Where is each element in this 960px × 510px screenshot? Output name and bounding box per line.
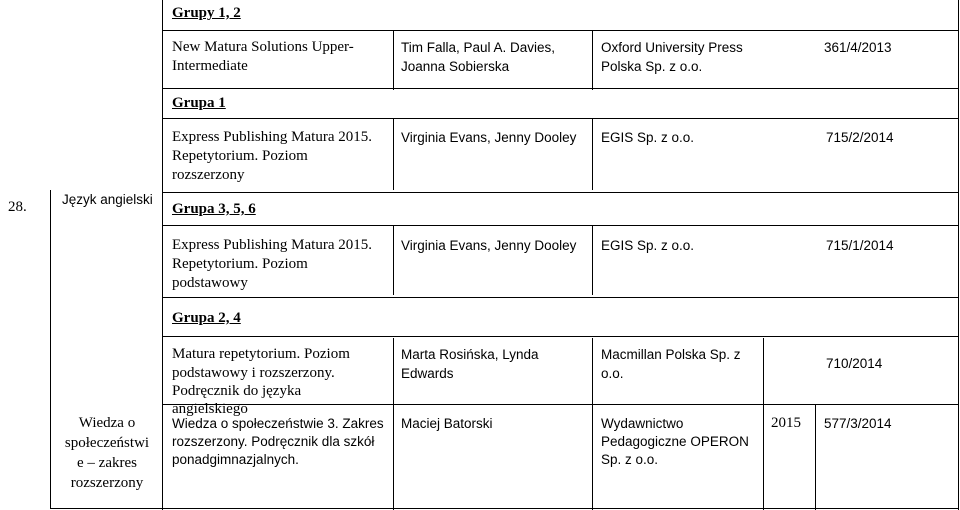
- subject-name: Język angielski: [62, 192, 153, 207]
- publisher-line: EGIS Sp. z o.o.: [601, 130, 695, 145]
- row-line-e: [162, 225, 959, 226]
- approval-number: 715/1/2014: [826, 238, 894, 253]
- book-title-line: ponadgimnazjalnych.: [172, 452, 299, 467]
- col-line-1: [50, 190, 51, 509]
- col-line-3b: [393, 118, 394, 190]
- author-line: Tim Falla, Paul A. Davies,: [401, 40, 556, 55]
- col-line-6: [815, 405, 816, 510]
- book-title-line: podstawowy: [172, 275, 248, 291]
- approval-number: 710/2014: [826, 356, 883, 371]
- col-line-3: [393, 30, 394, 90]
- book-title-line: New Matura Solutions Upper-: [172, 39, 354, 55]
- subject-name-line: rozszerzony: [70, 475, 144, 491]
- group-header-2-4: Grupa 2, 4: [172, 310, 241, 326]
- row-line-a: [162, 30, 959, 31]
- approval-number: 577/3/2014: [824, 416, 892, 431]
- book-title-line: Express Publishing Matura 2015.: [172, 237, 372, 253]
- book-title-line: Repetytorium. Poziom: [172, 256, 308, 272]
- publication-year: 2015: [771, 415, 801, 431]
- book-title-line: angielskiego: [172, 401, 248, 417]
- row-number: 28.: [8, 199, 27, 215]
- approval-number: 361/4/2013: [824, 40, 892, 55]
- book-title-line: Intermediate: [172, 58, 248, 74]
- author-line: Virginia Evans, Jenny Dooley: [401, 130, 577, 145]
- author-line: Joanna Sobierska: [401, 59, 510, 74]
- book-title-line: Podręcznik do języka: [172, 383, 302, 399]
- row-line-h: [162, 404, 959, 405]
- publisher-line: Oxford University Press: [601, 40, 743, 55]
- group-header-1: Grupa 1: [172, 95, 226, 111]
- col-line-2: [162, 0, 163, 510]
- book-title-line: rozszerzony: [172, 167, 245, 183]
- col-line-4c: [592, 225, 593, 295]
- book-title-line: rozszerzony. Podręcznik dla szkół: [172, 434, 375, 449]
- book-title-line: Repetytorium. Poziom: [172, 148, 308, 164]
- publisher-line: Wydawnictwo: [601, 416, 684, 431]
- row-line-g: [162, 336, 959, 337]
- col-line-3c: [393, 225, 394, 295]
- author-line: Edwards: [401, 366, 454, 381]
- publisher-line: EGIS Sp. z o.o.: [601, 238, 695, 253]
- book-title-line: Express Publishing Matura 2015.: [172, 129, 372, 145]
- col-line-4: [592, 30, 593, 90]
- publisher-line: Macmillan Polska Sp. z: [601, 347, 741, 362]
- col-line-right: [958, 0, 959, 510]
- col-line-5: [763, 338, 764, 510]
- col-line-4b: [592, 118, 593, 190]
- row-line-d: [162, 192, 959, 193]
- book-title-line: Matura repetytorium. Poziom: [172, 346, 350, 362]
- publisher-line: Pedagogiczne OPERON: [601, 434, 749, 449]
- subject-name-line: e – zakres: [77, 455, 137, 471]
- publisher-line: o.o.: [601, 366, 624, 381]
- col-line-3d: [393, 338, 394, 510]
- row-line-f: [162, 297, 959, 298]
- row-line-c: [162, 118, 959, 119]
- book-title-line: podstawowy i rozszerzony.: [172, 365, 335, 381]
- author-line: Virginia Evans, Jenny Dooley: [401, 238, 577, 253]
- subject-name-line: społeczeństwi: [64, 435, 150, 451]
- group-header-3-5-6: Grupa 3, 5, 6: [172, 201, 256, 217]
- publisher-line: Polska Sp. z o.o.: [601, 59, 703, 74]
- col-line-4d: [592, 338, 593, 510]
- group-header-1-2: Grupy 1, 2: [172, 5, 241, 21]
- author-line: Marta Rosińska, Lynda: [401, 347, 539, 362]
- row-line-b: [162, 88, 959, 89]
- row-line-bottom: [50, 508, 959, 509]
- author-line: Maciej Batorski: [401, 416, 493, 431]
- subject-name-line: Wiedza o: [78, 415, 136, 431]
- approval-number: 715/2/2014: [826, 130, 894, 145]
- book-title-line: Wiedza o społeczeństwie 3. Zakres: [172, 416, 384, 431]
- publisher-line: Sp. z o.o.: [601, 452, 659, 467]
